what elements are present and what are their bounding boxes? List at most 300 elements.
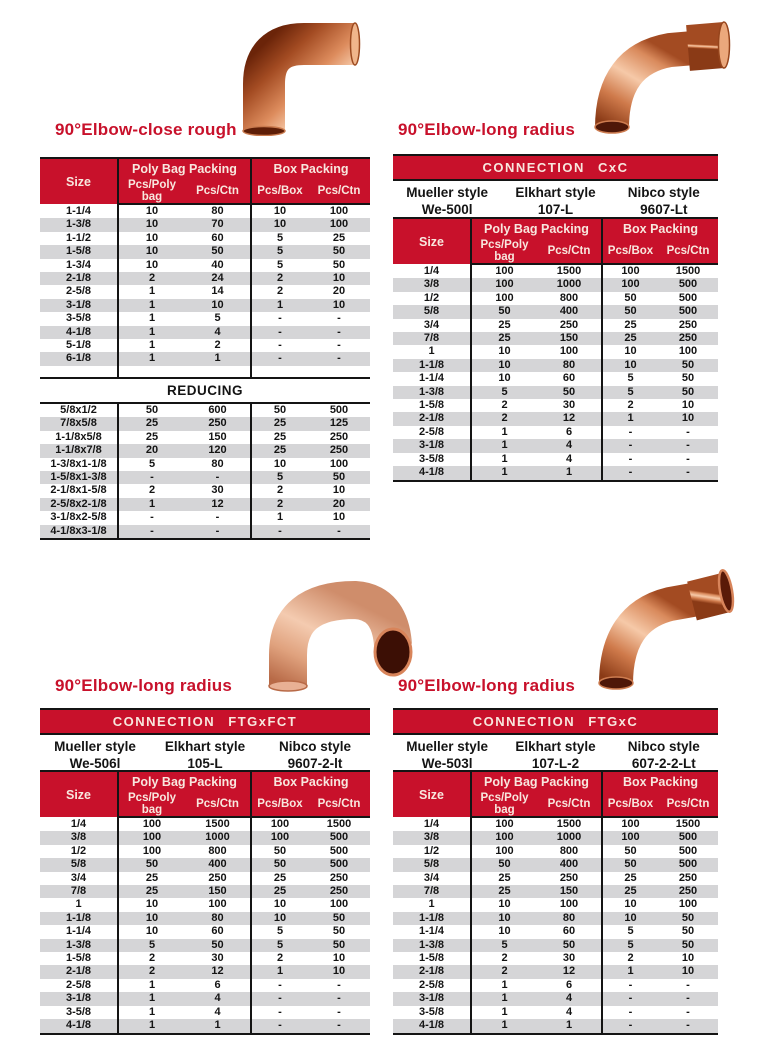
size-cell: 4-1/8 (393, 466, 471, 480)
qty-cell: 50 (658, 912, 718, 925)
qty-cell: 1500 (658, 817, 718, 831)
size-cell: 3-1/8 (393, 992, 471, 1005)
qty-cell: - (658, 453, 718, 466)
qty-cell: - (308, 312, 370, 325)
col-header-box-group: Box Packing (251, 158, 370, 179)
qty-cell: 25 (602, 885, 658, 898)
qty-cell: 25 (602, 872, 658, 885)
qty-cell: 10 (118, 218, 185, 231)
qty-cell: 1500 (537, 264, 602, 278)
brand-name: Mueller style (406, 739, 489, 754)
qty-cell: 5 (118, 939, 185, 952)
spec-row (393, 453, 718, 466)
qty-cell: 1 (118, 498, 185, 511)
brand-style-mueller (40, 737, 150, 772)
qty-cell: 100 (118, 817, 185, 831)
qty-cell: 400 (537, 305, 602, 318)
size-cell: 1/4 (393, 264, 471, 278)
qty-cell: 50 (185, 939, 251, 952)
size-cell: 4-1/8x3-1/8 (40, 525, 118, 539)
table-body (40, 204, 370, 366)
qty-cell: 10 (251, 218, 308, 231)
size-cell: 5/8 (393, 858, 471, 871)
qty-cell: 50 (658, 372, 718, 385)
size-cell: 4-1/8 (393, 1019, 471, 1033)
qty-cell: 4 (537, 992, 602, 1005)
qty-cell: 600 (185, 403, 251, 417)
qty-cell: - (602, 1006, 658, 1019)
col-header-box-group: Box Packing (251, 771, 370, 792)
size-cell: 3-1/8x2-5/8 (40, 511, 118, 524)
qty-cell: 5 (251, 939, 308, 952)
qty-cell: 10 (602, 359, 658, 372)
spec-row (393, 845, 718, 858)
spec-row (40, 484, 370, 497)
col-header-poly-group: Poly Bag Packing (118, 771, 251, 792)
spec-row (40, 352, 370, 365)
col-header-pcs-polybag: Pcs/Poly bag (471, 239, 537, 264)
size-cell: 3-1/8 (40, 299, 118, 312)
table-header (40, 771, 370, 817)
qty-cell: 1 (118, 326, 185, 339)
col-header-pcs-polybag: Pcs/Poly bag (471, 792, 537, 817)
qty-cell: 80 (185, 204, 251, 218)
brand-styles-row (393, 737, 718, 772)
spec-row (393, 264, 718, 278)
col-header-size: Size (393, 218, 471, 264)
qty-cell: - (251, 992, 308, 1005)
spec-row (40, 339, 370, 352)
qty-cell: 5 (251, 925, 308, 938)
qty-cell: 100 (658, 898, 718, 911)
qty-cell: 1 (118, 1019, 185, 1033)
qty-cell: 60 (537, 372, 602, 385)
spec-row (40, 431, 370, 444)
spec-row (393, 332, 718, 345)
qty-cell: 250 (658, 332, 718, 345)
brand-style-elkhart (501, 183, 609, 218)
qty-cell: 2 (118, 484, 185, 497)
brand-model: 107-L (537, 202, 574, 217)
qty-cell: 1 (118, 992, 185, 1005)
col-header-poly-group: Poly Bag Packing (471, 771, 602, 792)
qty-cell: 50 (602, 292, 658, 305)
qty-cell: 10 (308, 272, 370, 285)
size-cell: 1 (393, 898, 471, 911)
qty-cell: 50 (118, 858, 185, 871)
qty-cell: 1 (118, 1006, 185, 1019)
spec-row (393, 292, 718, 305)
spec-row (393, 979, 718, 992)
qty-cell: 50 (471, 305, 537, 318)
qty-cell: - (308, 525, 370, 539)
brand-name: Nibco style (278, 739, 352, 754)
spec-row (40, 525, 370, 539)
qty-cell: 1 (185, 1019, 251, 1033)
brand-name: Elkhart style (164, 739, 246, 754)
size-cell: 5-1/8 (40, 339, 118, 352)
qty-cell: - (308, 992, 370, 1005)
qty-cell: 6 (537, 426, 602, 439)
size-cell: 1-5/8x1-3/8 (40, 471, 118, 484)
qty-cell: 1 (471, 439, 537, 452)
qty-cell: 10 (251, 912, 308, 925)
qty-cell: 50 (308, 245, 370, 258)
qty-cell: 5 (251, 471, 308, 484)
qty-cell: 500 (308, 858, 370, 871)
qty-cell: 10 (251, 458, 308, 471)
product-photo-elbow-long-radius-cxc (578, 8, 738, 138)
qty-cell: 4 (537, 1006, 602, 1019)
brand-model: We-503l (421, 756, 473, 771)
qty-cell: 500 (308, 845, 370, 858)
qty-cell: 100 (658, 345, 718, 358)
qty-cell: 250 (308, 444, 370, 457)
spec-row (40, 898, 370, 911)
qty-cell: 50 (658, 925, 718, 938)
qty-cell: 1 (251, 965, 308, 978)
qty-cell: 10 (471, 912, 537, 925)
qty-cell: 800 (537, 292, 602, 305)
size-cell: 2-1/8 (393, 965, 471, 978)
qty-cell: 1 (471, 466, 537, 480)
spec-row (393, 305, 718, 318)
col-header-size: Size (40, 158, 118, 204)
qty-cell: 10 (471, 359, 537, 372)
qty-cell: 100 (602, 278, 658, 291)
col-header-pcs-polybag: Pcs/Poly bag (118, 792, 185, 817)
qty-cell: 12 (537, 965, 602, 978)
spec-row (393, 925, 718, 938)
size-cell: 1-3/8 (40, 939, 118, 952)
qty-cell: 1500 (537, 817, 602, 831)
qty-cell: 5 (602, 386, 658, 399)
qty-cell: 150 (537, 332, 602, 345)
col-header-box-group: Box Packing (602, 218, 718, 239)
qty-cell: 250 (308, 431, 370, 444)
qty-cell: - (658, 979, 718, 992)
qty-cell: - (185, 525, 251, 539)
table-header (40, 158, 370, 204)
product-photo-elbow-long-radius-ftgxfct (230, 560, 435, 692)
qty-cell: 1 (602, 412, 658, 425)
qty-cell: 120 (185, 444, 251, 457)
size-cell: 1-5/8 (40, 952, 118, 965)
size-cell: 5/8x1/2 (40, 403, 118, 417)
qty-cell: 100 (471, 831, 537, 844)
qty-cell: 40 (185, 259, 251, 272)
size-cell: 1-5/8 (393, 952, 471, 965)
qty-cell: 1 (471, 453, 537, 466)
size-cell: 3/4 (393, 872, 471, 885)
size-cell: 4-1/8 (40, 1019, 118, 1033)
qty-cell: - (251, 1006, 308, 1019)
reducing-label: REDUCING (40, 378, 370, 403)
qty-cell: 50 (308, 912, 370, 925)
spec-row (393, 345, 718, 358)
size-cell: 2-5/8 (393, 979, 471, 992)
qty-cell: 25 (308, 232, 370, 245)
qty-cell: 10 (471, 345, 537, 358)
qty-cell: 250 (658, 885, 718, 898)
col-header-pcs-ctn: Pcs/Ctn (658, 792, 718, 817)
qty-cell: 10 (658, 965, 718, 978)
qty-cell: 50 (251, 858, 308, 871)
qty-cell: 1000 (537, 831, 602, 844)
size-cell: 7/8 (393, 332, 471, 345)
size-cell: 1 (393, 345, 471, 358)
qty-cell: 1 (118, 285, 185, 298)
spec-row (393, 359, 718, 372)
brand-model: 607-2-2-Lt (631, 756, 696, 771)
size-cell: 1-5/8 (40, 245, 118, 258)
qty-cell: 250 (185, 872, 251, 885)
size-cell: 5/8 (393, 305, 471, 318)
qty-cell: 25 (251, 431, 308, 444)
qty-cell: 10 (308, 484, 370, 497)
brand-model: 9607-Lt (640, 202, 688, 217)
size-cell: 1-1/8x5/8 (40, 431, 118, 444)
connection-bar-ftgxc: CONNECTION FTGxC (393, 708, 718, 735)
qty-cell: 2 (251, 498, 308, 511)
size-cell: 2-1/8 (40, 272, 118, 285)
qty-cell: 2 (185, 339, 251, 352)
brand-name: Mueller style (54, 739, 136, 754)
qty-cell: 500 (308, 403, 370, 417)
spec-row (40, 403, 370, 417)
size-cell: 1-1/2 (40, 232, 118, 245)
qty-cell: 25 (118, 417, 185, 430)
qty-cell: 4 (185, 1006, 251, 1019)
spec-row (40, 326, 370, 339)
spec-row (393, 952, 718, 965)
qty-cell: 250 (308, 885, 370, 898)
qty-cell: 25 (118, 885, 185, 898)
spec-row (40, 858, 370, 871)
qty-cell: 2 (118, 965, 185, 978)
size-cell: 2-5/8 (393, 426, 471, 439)
qty-cell: 500 (658, 858, 718, 871)
qty-cell: 50 (471, 858, 537, 871)
qty-cell: 6 (537, 979, 602, 992)
size-cell: 3-1/8 (393, 439, 471, 452)
qty-cell: 60 (185, 232, 251, 245)
size-cell: 1-1/8 (393, 912, 471, 925)
brand-name: Elkhart style (515, 739, 596, 754)
qty-cell: 50 (537, 386, 602, 399)
spec-row (40, 417, 370, 430)
spec-row (40, 872, 370, 885)
qty-cell: 10 (658, 399, 718, 412)
col-header-pcs-ctn: Pcs/Ctn (658, 239, 718, 264)
qty-cell: 30 (537, 399, 602, 412)
qty-cell: 30 (185, 952, 251, 965)
qty-cell: 4 (185, 326, 251, 339)
col-header-pcs-ctn: Pcs/Ctn (308, 179, 370, 204)
qty-cell: - (602, 979, 658, 992)
qty-cell: - (308, 1006, 370, 1019)
size-cell: 1-3/8 (393, 939, 471, 952)
qty-cell: 1500 (658, 264, 718, 278)
product-photo-elbow-long-radius-ftgxc (578, 562, 756, 692)
brand-style-mueller (393, 737, 501, 772)
qty-cell: 25 (251, 872, 308, 885)
size-cell: 2-1/8x1-5/8 (40, 484, 118, 497)
qty-cell: - (658, 466, 718, 480)
qty-cell: - (602, 1019, 658, 1033)
connection-bar-ftgxfct: CONNECTION FTGxFCT (40, 708, 370, 735)
table-body (40, 817, 370, 1034)
qty-cell: 500 (308, 831, 370, 844)
brand-model: We-506l (69, 756, 121, 771)
qty-cell: 25 (471, 885, 537, 898)
spec-row (393, 466, 718, 480)
qty-cell: - (602, 453, 658, 466)
qty-cell: 250 (658, 319, 718, 332)
size-cell: 1-1/4 (40, 204, 118, 218)
qty-cell: - (308, 979, 370, 992)
brand-style-nibco (260, 737, 370, 772)
qty-cell: 1 (118, 339, 185, 352)
qty-cell: 500 (658, 305, 718, 318)
qty-cell: 30 (185, 484, 251, 497)
brand-style-elkhart (501, 737, 609, 772)
size-cell: 7/8 (40, 885, 118, 898)
brand-name: Elkhart style (515, 185, 596, 200)
qty-cell: 150 (185, 885, 251, 898)
col-header-pcs-box: Pcs/Box (602, 239, 658, 264)
qty-cell: 20 (118, 444, 185, 457)
qty-cell: 2 (251, 952, 308, 965)
qty-cell: 5 (251, 245, 308, 258)
spec-row (393, 872, 718, 885)
brand-style-elkhart (150, 737, 260, 772)
size-cell: 1-1/4 (393, 925, 471, 938)
spec-row (393, 412, 718, 425)
qty-cell: 100 (308, 204, 370, 218)
spec-row (40, 218, 370, 231)
col-header-pcs-box: Pcs/Box (251, 179, 308, 204)
qty-cell: 250 (308, 872, 370, 885)
spec-row (40, 885, 370, 898)
qty-cell: 10 (308, 299, 370, 312)
col-header-pcs-ctn: Pcs/Ctn (185, 792, 251, 817)
qty-cell: 10 (118, 204, 185, 218)
spec-row (40, 1019, 370, 1033)
qty-cell: 10 (602, 345, 658, 358)
section-title-cxc: 90°Elbow-long radius (398, 120, 576, 139)
size-cell: 1 (40, 898, 118, 911)
qty-cell: 25 (251, 885, 308, 898)
size-cell: 7/8x5/8 (40, 417, 118, 430)
qty-cell: 2 (471, 952, 537, 965)
size-cell: 6-1/8 (40, 352, 118, 365)
qty-cell: 20 (308, 498, 370, 511)
spec-row (393, 965, 718, 978)
size-cell: 1-1/8 (40, 912, 118, 925)
qty-cell: 50 (308, 925, 370, 938)
qty-cell: 80 (185, 458, 251, 471)
qty-cell: 10 (308, 952, 370, 965)
qty-cell: 10 (602, 912, 658, 925)
qty-cell: 25 (118, 431, 185, 444)
qty-cell: 800 (185, 845, 251, 858)
qty-cell: 2 (602, 952, 658, 965)
qty-cell: 1 (118, 299, 185, 312)
qty-cell: - (602, 426, 658, 439)
size-cell: 2-5/8x2-1/8 (40, 498, 118, 511)
qty-cell: 100 (537, 345, 602, 358)
qty-cell: 6 (185, 979, 251, 992)
qty-cell: 10 (118, 232, 185, 245)
size-cell: 3-5/8 (393, 1006, 471, 1019)
qty-cell: 250 (537, 319, 602, 332)
qty-cell: 10 (118, 898, 185, 911)
qty-cell: 1500 (185, 817, 251, 831)
size-cell: 1-1/4 (40, 925, 118, 938)
table-body (393, 264, 718, 481)
qty-cell: 100 (251, 831, 308, 844)
qty-cell: 25 (602, 332, 658, 345)
qty-cell: 250 (658, 872, 718, 885)
qty-cell: 100 (308, 898, 370, 911)
qty-cell: 1 (471, 992, 537, 1005)
qty-cell: 1500 (308, 817, 370, 831)
qty-cell: 50 (185, 245, 251, 258)
qty-cell: 150 (537, 885, 602, 898)
qty-cell: - (602, 439, 658, 452)
spec-row (40, 1006, 370, 1019)
qty-cell: 500 (658, 845, 718, 858)
qty-cell: 30 (537, 952, 602, 965)
qty-cell: - (251, 326, 308, 339)
qty-cell: 100 (308, 458, 370, 471)
qty-cell: 800 (537, 845, 602, 858)
qty-cell: 500 (658, 278, 718, 291)
spec-row (393, 319, 718, 332)
spec-row (393, 858, 718, 871)
qty-cell: - (251, 352, 308, 365)
table-header (393, 771, 718, 817)
brand-style-mueller (393, 183, 501, 218)
qty-cell: 5 (185, 312, 251, 325)
qty-cell: 400 (537, 858, 602, 871)
qty-cell: 500 (658, 831, 718, 844)
qty-cell: 10 (308, 511, 370, 524)
spec-row (40, 471, 370, 484)
spec-table-ftgxfct (40, 770, 370, 1035)
spec-row (40, 952, 370, 965)
qty-cell: 4 (537, 439, 602, 452)
qty-cell: - (251, 339, 308, 352)
col-header-pcs-box: Pcs/Box (251, 792, 308, 817)
size-cell: 5/8 (40, 858, 118, 871)
qty-cell: 100 (251, 817, 308, 831)
table-body (393, 817, 718, 1034)
qty-cell: 60 (185, 925, 251, 938)
table-header (393, 218, 718, 264)
qty-cell: - (185, 511, 251, 524)
qty-cell: 10 (658, 412, 718, 425)
brand-styles-row (393, 183, 718, 218)
qty-cell: 100 (471, 278, 537, 291)
size-cell: 3/4 (393, 319, 471, 332)
qty-cell: 4 (185, 992, 251, 1005)
brand-model: 107-L-2 (531, 756, 580, 771)
qty-cell: 100 (471, 817, 537, 831)
qty-cell: 50 (251, 845, 308, 858)
qty-cell: 50 (118, 403, 185, 417)
